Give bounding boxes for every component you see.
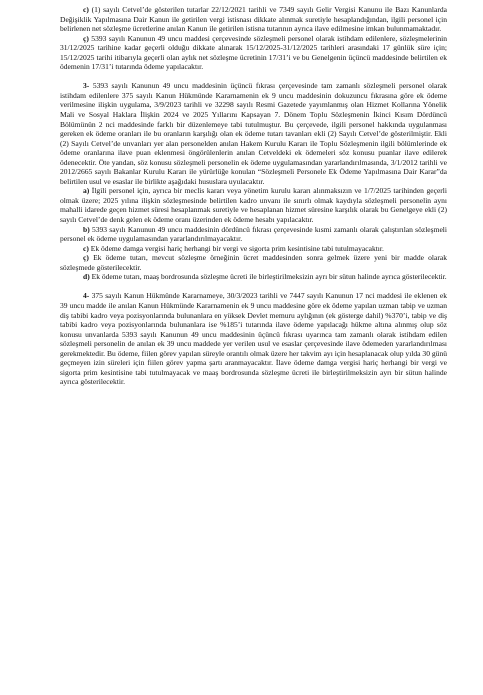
paragraph-label: ç) [83,33,89,43]
paragraph-d-payroll-column [60,272,447,282]
paragraph-c-stamp-tax [60,244,447,254]
paragraph-text: Ek ödeme tutarı, maaş bordrosunda sözleşme ücreti ile birleştirilmeksizin ayrı bir sütun halinde ayrıca gösterilecektir. [89,272,447,282]
paragraph-text: 375 sayılı Kanun Hükmünde Kararnameye, 30/3/2023 tarihli ve 7447 sayılı Kanunun 17 nci maddesi ile eklenen ek 39 uncu madde ile anılan Kanun Hükmünde Kararnamenin ek 9 uncu maddesine göre ek ödeme yapılan uzman tabip ve uzman diş tabibi kadro veya pozisyonlarında bulunanlara en yüksek Devlet memuru aylığının (ek gösterge dahil) %370’i, tabip ve diş tabibi kadro veya pozisyonlarında bulunanlara ise %185’i tutarında ilave ödeme yapılacağı hükme altına alınmış olup söz konusu unvanlarda 5393 sayılı Kanunun 49 uncu maddesinin üçüncü fıkrası uyarınca tam zamanlı olarak istihdam edilen sözleşmeli personelin de anılan ek 39 uncu maddede yer verilen usul ve esaslar çerçevesinde ilave ödemeden yararlandırılması gerekmektedir. Bu ödeme, fiilen görev yapılan süreyle orantılı olmak üzere her takvim ayı için hesaplanacak olup yılda 30 günü geçmeyen izin süreleri için fiilen görev yapma şartı aranmayacaktır. İlave ödeme damga vergisi hariç herhangi bir vergi ve sigorta prim kesintisine tabi tutulmayacak ve maaş bordrosunda sözleşme ücreti ile birleştirilmeksizin ayrı bir sütun halinde ayrıca gösterilecektir. [60,291,447,387]
paragraph-text: Ek ödeme tutarı, mevcut sözleşme örneğinin ücret maddesinden sonra gelmek üzere yeni bir madde olarak sözleşmede gösterilecektir. [60,253,447,272]
paragraph-a-service-period [60,186,447,224]
paragraph-label: 3- [83,81,90,91]
paragraph-c-tax-exemption [60,5,447,34]
paragraph-spacer [60,72,447,82]
paragraph-text: İlgili personel için, ayrıca bir meclis kararı veya yönetim kurulu kararı alınmaksızın ve 1/7/2025 tarihinden geçerli olmak üzere; 2025 yılına ilişkin sözleşmesinde belirtilen kadro unvanı ile sınırlı olmak kaydıyla sözleşmeli personelin aynı mahalli idarede geçen hizmet süresi hesaplanmak suretiyle ve hesaplanan hizmet süresine karşılık olarak bu Genelgeye ekli (2) sayılı Cetvel’de denk gelen ek ödeme oranı üzerinden ek ödeme hesabı yapılacaktır. [60,186,447,225]
paragraph-text: 5393 sayılı Kanunun 49 uncu maddesi çerçevesinde sözleşmeli personel olarak istihdam edilenlere, sözleşmelerinin 31/12/2025 tarihine kadar geçerli olduğu dikkate alınarak 15/12/2025-31/12/2025 tarihleri arasındaki 17 günlük süre için; 15/12/2025 tarihi itibarıyla geçerli olan aylık net sözleşme ücretinin 17/31’i ve bu Genelgenin üçüncü maddesinde belirtilen ek ödemenin 17/31’i tutarında ödeme yapılacaktır. [60,33,447,72]
paragraph-cc-december-payment [60,34,447,72]
paragraph-label: a) [83,186,90,196]
paragraph-label: ç) [83,253,89,263]
paragraph-label: c) [83,5,89,14]
paragraph-cc-contract-clause [60,253,447,272]
paragraph-label: c) [83,243,89,253]
paragraph-text: 5393 sayılı Kanunun 49 uncu maddesinin üçüncü fıkrası çerçevesinde tam zamanlı sözleşmeli personel olarak istihdam edilenlere 375 sayılı Kanun Hükmünde Kararnamenin ek 9 uncu maddesinin dokuzuncu fıkrasına göre ek ödeme verilmesine ilişkin uygulama, 3/9/2023 tarihli ve 32298 sayılı Resmi Gazetede yayımlanmış olan Hizmet Kollarına Yönelik Mali ve Sosyal Haklara İlişkin 2024 ve 2025 Yıllarını Kapsayan 7. Dönem Toplu Sözleşmenin İkinci Kısım Dördüncü Bölümünün 2 nci maddesinde farklı bir düzenlemeye tabi tutulmuştur. Bu çerçevede, ilgili personel hakkında uygulanması gereken ek ödeme oranları ile bu oranların karşılığı olan ek ödeme tutarı tavanları ekli (2) Sayılı Cetvel’de gösterilmiştir. Ekli (2) Sayılı Cetvel’de unvanları yer alan personelden anılan Hakem Kurulu Kararı ile Toplu Sözleşmenin ilgili bölümlerinde ek ödeme oranlarına ilave puan eklenmesi öngörülenlerin anılan Cetveldeki ek ödemeleri söz konusu puanlar ilave edilerek ödenecektir. Öte yandan, söz konusu sözleşmeli personelin ek ödeme uygulamasından yararlandırılmasında, 3/1/2012 tarihli ve 2012/2665 sayılı Bakanlar Kurulu Kararı ile yürürlüğe konulan “Sözleşmeli Personele Ek Ödeme Yapılmasına Dair Karar”da belirtilen usul ve esaslar ile birlikte aşağıdaki hususlara uyulacaktır. [60,81,447,186]
paragraph-text: (1) sayılı Cetvel’de gösterilen tutarlar 22/12/2021 tarihli ve 7349 sayılı Gelir Vergisi Kanunu ile Bazı Kanunlarda Değişiklik Yapılmasına Dair Kanun ile getirilen vergi istisnası dikkate alınmak suretiyle hesaplandığından, ilgili personel için belirlenen net sözleşme ücretlerine anılan Kanun ile getirilen istisna tutarının ayrıca ilave edilmesine imkan bulunmamaktadır. [60,5,447,34]
paragraph-spacer [60,282,447,292]
paragraph-3-additional-payment [60,81,447,186]
paragraph-label: d) [83,272,90,282]
paragraph-label: b) [83,224,90,234]
paragraph-b-part-time [60,225,447,244]
paragraph-text: 5393 sayılı Kanunun 49 uncu maddesinin dördüncü fıkrası çerçevesinde kısmi zamanlı olarak çalıştırılan sözleşmeli personel ek ödeme uygulamasından yararlandırılmayacaktır. [60,224,447,244]
paragraph-label: 4- [83,291,90,301]
paragraph-4-physician-payment [60,291,447,386]
paragraph-text: Ek ödeme damga vergisi hariç herhangi bir vergi ve sigorta prim kesintisine tabi tutulmayacaktır. [88,243,384,253]
